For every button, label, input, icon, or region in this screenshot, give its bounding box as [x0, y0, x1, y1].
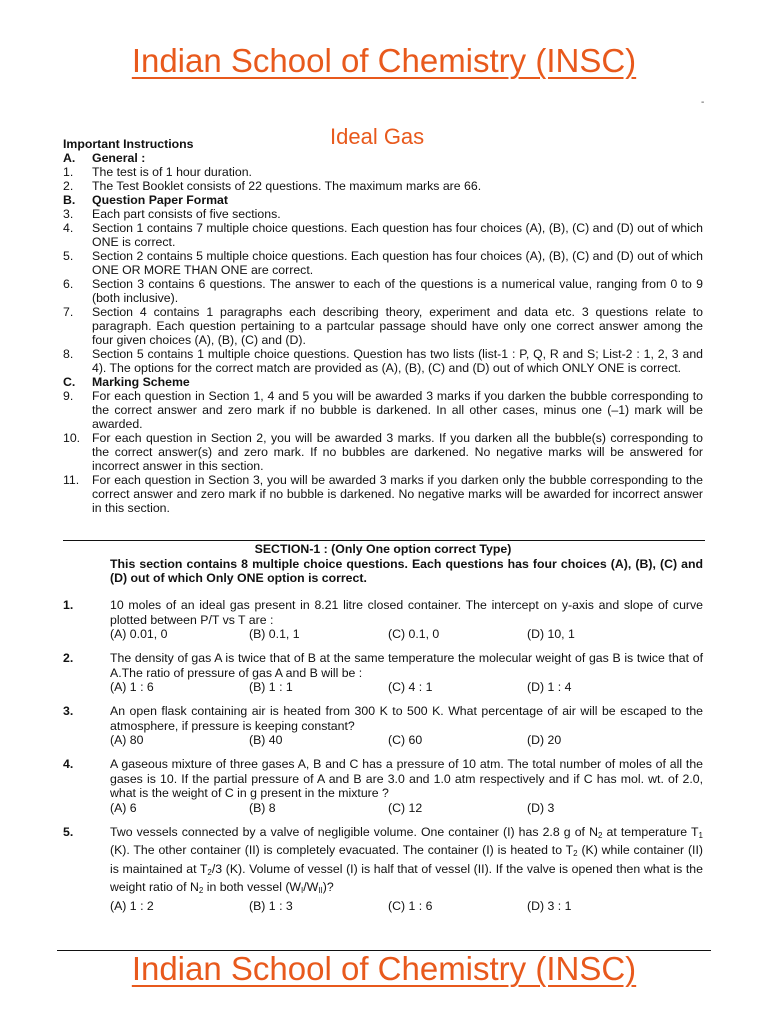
answer-options [110, 801, 703, 816]
answer-option: (C) 12 [388, 800, 423, 815]
instruction-number: 7. [63, 305, 74, 319]
instruction-number: 11. [63, 473, 80, 487]
page-header-title: Indian School of Chemistry (INSC) [131, 42, 637, 79]
question-text: A gaseous mixture of three gases A, B and C has a pressure of 10 atm. The total number of moles of all the gases is 10. If the partial pressure of A and B are 3.0 and 1.0 atm respectively and if C has mol. wt. of 2.0, what is the weight of C in g present in the mixture ? [110, 757, 703, 800]
question-number: 1. [63, 598, 74, 612]
question-text-part: (K). The other container (II) is completely evacuated. The container (I) is heated to T [110, 843, 574, 857]
answer-option: (A) 80 [110, 733, 144, 747]
instruction-text: Section 4 contains 1 paragraphs each describing theory, experiment and data etc. 3 questions relate to paragraph. Each question pertaining to a partcular passage should have only one correct answer among the four given choices (A), (B), (C) and (D). [92, 305, 703, 347]
answer-option: (A) 1 : 2 [110, 898, 154, 913]
instruction-subheading [63, 151, 703, 165]
question-text-part: Two vessels connected by a valve of negligible volume. One container (I) has 2.8 g of N [110, 824, 598, 839]
subscript: I [301, 886, 304, 895]
instruction-number: 2. [63, 179, 74, 193]
answer-option: (B) 1 : 1 [249, 680, 293, 694]
answer-option: (D) 3 [527, 800, 555, 815]
question-text [110, 825, 703, 899]
section-title: SECTION-1 : (Only One option correct Type) [254, 542, 512, 556]
section-description: This section contains 8 multiple choice questions. Each questions has four choices (A), (B), (C) and (D) out of which Only ONE option is correct. [110, 556, 703, 585]
question-item [63, 825, 703, 914]
subscript: 2 [207, 867, 212, 877]
instruction-number: 9. [63, 389, 74, 403]
answer-option: (B) 40 [249, 733, 283, 747]
instruction-text: The Test Booklet consists of 22 questions. The maximum marks are 66. [92, 179, 482, 193]
instruction-text: Question Paper Format [92, 193, 228, 207]
subscript: 1 [698, 830, 703, 840]
instruction-number: 5. [63, 249, 74, 263]
question-number: 2. [63, 651, 74, 665]
section-header [63, 542, 703, 586]
answer-option: (A) 0.01, 0 [110, 627, 168, 641]
topic-title: Ideal Gas [330, 124, 425, 149]
instruction-text: Section 5 contains 1 multiple choice questions. Question has two lists (list-1 : P, Q, R and S; List-2 : 1, 2, 3 and 4). The options for the correct match are provided as (A), (B), (C) and (D) out of which ONLY ONE is correct. [92, 347, 703, 375]
instruction-item [63, 165, 703, 179]
question-text-part: (K) while container (II) is maintained at T [110, 843, 703, 876]
instruction-item [63, 347, 703, 375]
subscript: 2 [573, 849, 578, 858]
instruction-number: 8. [63, 347, 74, 361]
instruction-number: 1. [63, 165, 74, 179]
instruction-text: General : [92, 151, 146, 165]
answer-option: (B) 0.1, 1 [249, 627, 300, 641]
answer-option: (D) 20 [527, 733, 562, 747]
instruction-item [63, 389, 703, 431]
instruction-text: For each question in Section 2, you will be awarded 3 marks. If you darken all the bubble(s) corresponding to the correct answer(s) and zero mark. If no bubbles are darkened. No negative marks will be answered for incorrect answer in this section. [92, 431, 703, 473]
answer-option: (D) 1 : 4 [527, 680, 572, 694]
question-item [63, 651, 703, 695]
answer-option: (D) 3 : 1 [527, 898, 572, 913]
answer-option: (C) 4 : 1 [388, 680, 433, 694]
questions-list [63, 598, 703, 923]
instruction-item [63, 277, 703, 305]
instruction-number: A. [63, 151, 76, 165]
instruction-number: C. [63, 375, 76, 389]
answer-options [110, 733, 703, 748]
question-text-part: /W [303, 880, 319, 894]
instruction-item [63, 431, 703, 473]
instruction-number: 3. [63, 207, 74, 221]
instruction-number: 6. [63, 277, 74, 291]
instruction-item [63, 179, 703, 193]
instruction-text: The test is of 1 hour duration. [92, 165, 252, 179]
answer-option: (C) 1 : 6 [388, 898, 433, 913]
question-number: 3. [63, 704, 74, 718]
question-text: An open flask containing air is heated from 300 K to 500 K. What percentage of air will be escaped to the atmosphere, if pressure is keeping constant? [110, 704, 703, 733]
instructions-heading: Important Instructions [63, 137, 194, 151]
instruction-item [63, 249, 703, 277]
question-text-part: at temperature T [602, 824, 699, 839]
question-text-part: )? [322, 880, 334, 894]
instruction-text: Section 2 contains 5 multiple choice questions. Each question has four choices (A), (B), (C) and (D) out of which ONE OR MORE THAN ONE are correct. [92, 249, 703, 277]
question-item [63, 598, 703, 642]
instruction-number: 10. [63, 431, 81, 445]
answer-options [110, 627, 703, 642]
instruction-text: For each question in Section 3, you will be awarded 3 marks if you darken only the bubble corresponding to the correct answer and zero mark if no bubble is darkened. No negative marks will be awarded for incorrect answer in this section. [92, 473, 703, 515]
header-dash: - [701, 97, 705, 108]
instruction-text: For each question in Section 1, 4 and 5 you will be awarded 3 marks if you darken the bubble corresponding to the correct answer and zero mark if no bubble is darkened. In all other cases, minus one (–1) mark will be awarded. [92, 389, 703, 431]
subscript: 2 [597, 830, 603, 840]
instruction-text: Marking Scheme [92, 375, 190, 389]
instruction-text: Section 3 contains 6 questions. The answer to each of the questions is a numerical value, ranging from 0 to 9 (both inclusive). [92, 277, 703, 305]
instruction-item [63, 207, 703, 221]
subscript: 2 [198, 886, 204, 895]
question-text-part: in both vessel (W [203, 880, 302, 894]
instruction-text: Section 1 contains 7 multiple choice questions. Each question has four choices (A), (B), (C) and (D) out of which ONE is correct. [92, 221, 703, 249]
instruction-number: B. [63, 193, 76, 207]
instruction-item [63, 221, 703, 249]
instruction-text: Each part consists of five sections. [92, 207, 281, 221]
answer-options [110, 680, 703, 695]
instruction-item [63, 305, 703, 347]
question-text-part: /3 (K). Volume of vessel (I) is half that of vessel (II). If the valve is opened then what is the weight ratio of N [110, 861, 703, 894]
question-number: 4. [63, 757, 74, 771]
instructions-block [63, 137, 703, 515]
question-number: 5. [63, 824, 74, 839]
answer-option: (C) 60 [388, 733, 423, 747]
answer-option: (C) 0.1, 0 [388, 627, 440, 641]
instruction-item [63, 473, 703, 515]
page-footer-title: Indian School of Chemistry (INSC) [131, 950, 637, 987]
question-text: The density of gas A is twice that of B at the same temperature the molecular weight of gas B is twice that of A.The ratio of pressure of gas A and B will be : [110, 651, 703, 680]
subscript: II [318, 886, 323, 895]
answer-option: (D) 10, 1 [527, 627, 575, 641]
answer-option: (B) 8 [249, 800, 276, 815]
question-text: 10 moles of an ideal gas present in 8.21 litre closed container. The intercept on y-axis and slope of curve plotted between P/T vs T are : [110, 598, 703, 627]
answer-option: (A) 1 : 6 [110, 680, 154, 694]
question-item [63, 757, 703, 815]
instruction-number: 4. [63, 221, 74, 235]
instruction-subheading [63, 193, 703, 207]
answer-options [110, 899, 703, 914]
instructions-list [63, 151, 703, 515]
answer-option: (A) 6 [110, 800, 137, 815]
question-item [63, 704, 703, 748]
answer-option: (B) 1 : 3 [249, 898, 293, 913]
instruction-subheading [63, 375, 703, 389]
section-divider [63, 540, 705, 541]
